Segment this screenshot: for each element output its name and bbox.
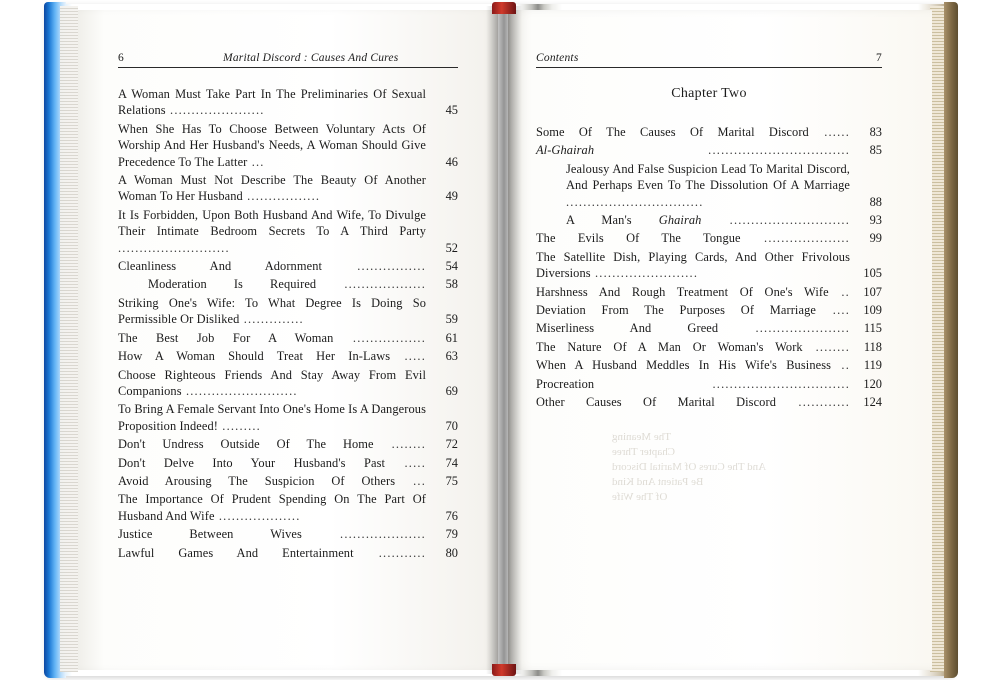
toc-leader-dots: ......: [808, 125, 851, 139]
toc-leader-dots: ....: [815, 303, 850, 318]
toc-page-number: 93: [869, 213, 882, 228]
toc-entry-title: Cleanliness And Adornment ................: [118, 259, 426, 274]
toc-entry: [118, 121, 458, 170]
toc-page-number: 118: [863, 339, 882, 354]
toc-entry: [536, 339, 882, 355]
toc-entry-title: To Bring A Female Servant Into One's Home Is A Dangerous Proposition Indeed! .........: [118, 402, 426, 433]
toc-leader-dots: ...: [395, 473, 426, 488]
toc-entry-title: The Importance Of Prudent Spending On The Part Of Husband And Wife ...................: [118, 492, 426, 523]
toc-entry-title: The Evils Of The Tongue ....................: [536, 231, 850, 246]
toc-entry: [536, 284, 882, 300]
toc-page-number: 58: [445, 277, 458, 292]
toc-entry-title: Striking One's Wife: To What Degree Is Doing So Permissible Or Disliked ..............: [118, 295, 426, 327]
page-block-left-edge: [60, 6, 78, 672]
toc-entry-title: A Man's Ghairah ............................: [566, 213, 850, 228]
toc-page-number: 88: [869, 194, 882, 209]
toc-entry-title: A Woman Must Take Part In The Preliminaries Of Sexual Relations ......................: [118, 87, 426, 118]
toc-leader-dots: ....................: [301, 527, 426, 542]
toc-entry-title: The Nature Of A Man Or Woman's Work ........: [536, 339, 850, 354]
show-through-line: Chapter Three: [612, 446, 676, 458]
toc-entry: [536, 124, 882, 140]
toc-page-number: 54: [445, 259, 458, 274]
toc-entry: [536, 212, 882, 228]
toc-entry-title: When She Has To Choose Between Voluntary Acts Of Worship And Her Husband's Needs, A Woman Should Give Precedence To The Latter ...: [118, 121, 426, 169]
toc-entry: [536, 302, 882, 318]
toc-leader-dots: .................: [333, 330, 426, 345]
toc-entry: [118, 207, 458, 256]
toc-leader-dots: ........: [802, 339, 850, 354]
toc-page-number: 119: [863, 358, 882, 373]
toc-list-left: [118, 86, 458, 561]
show-through-line: Be Patient And Kind: [612, 476, 704, 488]
book-cover-right-edge: [944, 2, 958, 678]
toc-entry-title: Deviation From The Purposes Of Marriage ....: [536, 303, 850, 318]
toc-entry: [118, 526, 458, 542]
toc-leader-dots: ..........................: [118, 240, 230, 255]
toc-page-number: 80: [445, 545, 458, 560]
toc-list-right: [536, 124, 882, 411]
toc-leader-dots: .........: [217, 418, 261, 433]
toc-leader-dots: .................................: [594, 143, 850, 158]
toc-page-number: 72: [445, 437, 458, 452]
toc-leader-dots: ........................: [590, 266, 699, 281]
toc-leader-dots: ............................: [701, 213, 850, 228]
toc-entry-title: When A Husband Meddles In His Wife's Business ..: [536, 358, 850, 373]
toc-leader-dots: ..........................: [181, 383, 298, 398]
toc-leader-dots: ...................: [214, 508, 301, 523]
toc-page-number: 75: [445, 473, 458, 488]
toc-entry-title: The Satellite Dish, Playing Cards, And Other Frivolous Diversions ........................: [536, 249, 850, 281]
toc-entry: [536, 376, 882, 392]
show-through-line: The Meaning: [612, 431, 671, 443]
toc-entry-title: Al-Ghairah .................................: [536, 143, 850, 158]
toc-page-number: 83: [869, 125, 882, 139]
right-running-head: [536, 52, 882, 68]
toc-page-number: 79: [445, 527, 458, 542]
toc-page-number: 61: [445, 330, 458, 345]
toc-leader-dots: ...........: [353, 545, 427, 560]
toc-leader-dots: .....: [385, 455, 426, 470]
toc-leader-dots: ...: [247, 154, 265, 169]
spine-headband-top: [492, 2, 516, 14]
toc-leader-dots: ........: [373, 437, 426, 452]
toc-entry-title: Avoid Arousing The Suspicion Of Others ...: [118, 473, 426, 488]
right-folio-number: 7: [876, 52, 882, 64]
toc-entry: [536, 142, 882, 158]
toc-page-number: 105: [863, 266, 882, 281]
toc-entry: [536, 394, 882, 410]
toc-leader-dots: ............: [776, 395, 850, 410]
left-folio-number: 6: [118, 52, 124, 64]
toc-entry-title: How A Woman Should Treat Her In-Laws .....: [118, 349, 426, 364]
show-through-line: And The Cures Of Marital Discord: [612, 461, 767, 473]
left-running-title: Marital Discord : Causes And Cures: [223, 52, 399, 64]
toc-page-number: 49: [445, 189, 458, 204]
toc-entry-title: Don't Undress Outside Of The Home ........: [118, 437, 426, 452]
toc-entry: [118, 545, 458, 561]
toc-entry-title: Miserliness And Greed ......................: [536, 321, 850, 336]
toc-entry: [118, 330, 458, 346]
toc-entry: [536, 230, 882, 246]
toc-entry-title: Jealousy And False Suspicion Lead To Marital Discord, And Perhaps Even To The Dissolution Of A Marriage ................................: [566, 161, 850, 209]
toc-leader-dots: ................................: [594, 376, 850, 391]
toc-entry: [118, 86, 458, 119]
left-running-head: [118, 52, 458, 68]
show-through-line: Of The Wife: [612, 491, 668, 503]
toc-page-number: 63: [445, 349, 458, 364]
toc-leader-dots: ....................: [740, 231, 850, 246]
toc-entry-title: The Best Job For A Woman .................: [118, 330, 426, 345]
chapter-heading: Chapter Two: [671, 86, 747, 101]
toc-entry: [118, 401, 458, 434]
toc-leader-dots: ................................: [566, 194, 704, 209]
toc-entry-title: Justice Between Wives ....................: [118, 527, 426, 542]
toc-page-number: 74: [445, 455, 458, 470]
toc-leader-dots: .....: [390, 349, 426, 364]
toc-page-number: 46: [445, 154, 458, 169]
toc-entry: [118, 295, 458, 328]
toc-entry: [118, 473, 458, 489]
toc-entry: [118, 455, 458, 471]
toc-entry-title: Don't Delve Into Your Husband's Past .....: [118, 455, 426, 470]
toc-leader-dots: ................: [322, 259, 426, 274]
right-page-content: [536, 52, 882, 413]
toc-entry: [118, 436, 458, 452]
toc-leader-dots: ...................: [316, 277, 426, 292]
toc-entry-title: Lawful Games And Entertainment ...........: [118, 545, 427, 560]
toc-entry: [118, 258, 458, 274]
right-running-title: Contents: [536, 52, 579, 64]
toc-entry: [536, 249, 882, 282]
toc-leader-dots: .................: [242, 189, 321, 204]
spine-headband-bottom: [492, 664, 516, 676]
toc-page-number: 109: [863, 303, 882, 318]
toc-page-number: 107: [863, 284, 882, 299]
toc-leader-dots: ......................: [165, 103, 265, 118]
toc-entry-title: Choose Righteous Friends And Stay Away From Evil Companions ..........................: [118, 367, 426, 398]
toc-entry: [118, 348, 458, 364]
toc-entry: [118, 276, 458, 292]
toc-page-number: 76: [445, 508, 458, 523]
toc-entry-title: It Is Forbidden, Upon Both Husband And Wife, To Divulge Their Intimate Bedroom Secrets To A Third Party ..........................: [118, 207, 426, 255]
toc-entry: [118, 367, 458, 400]
toc-leader-dots: ..: [828, 284, 850, 299]
toc-entry-title: Moderation Is Required ...................: [148, 277, 426, 292]
toc-leader-dots: ......................: [718, 321, 850, 336]
toc-entry: [536, 357, 882, 373]
toc-entry-title: Harshness And Rough Treatment Of One's Wife ..: [536, 284, 850, 299]
toc-entry: [536, 161, 882, 210]
toc-page-number: 115: [863, 321, 882, 336]
toc-entry-title: Some Of The Causes Of Marital Discord ......: [536, 125, 851, 139]
toc-page-number: 45: [445, 103, 458, 118]
toc-page-number: 124: [863, 395, 882, 410]
toc-entry-title: Procreation ................................: [536, 376, 850, 391]
left-page-content: [118, 52, 458, 563]
toc-page-number: 120: [863, 376, 882, 391]
toc-entry: [118, 172, 458, 205]
toc-page-number: 59: [445, 312, 458, 327]
toc-entry: [536, 320, 882, 336]
toc-leader-dots: ..............: [239, 312, 304, 327]
toc-page-number: 52: [445, 240, 458, 255]
toc-page-number: 69: [445, 383, 458, 398]
toc-entry-title: Other Causes Of Marital Discord ............: [536, 395, 850, 410]
toc-page-number: 85: [869, 143, 882, 158]
toc-entry: [118, 491, 458, 524]
toc-leader-dots: ..: [831, 358, 850, 373]
toc-page-number: 70: [445, 418, 458, 433]
toc-entry-title: A Woman Must Not Describe The Beauty Of Another Woman To Her Husband .................: [118, 173, 426, 204]
toc-page-number: 99: [869, 231, 882, 246]
